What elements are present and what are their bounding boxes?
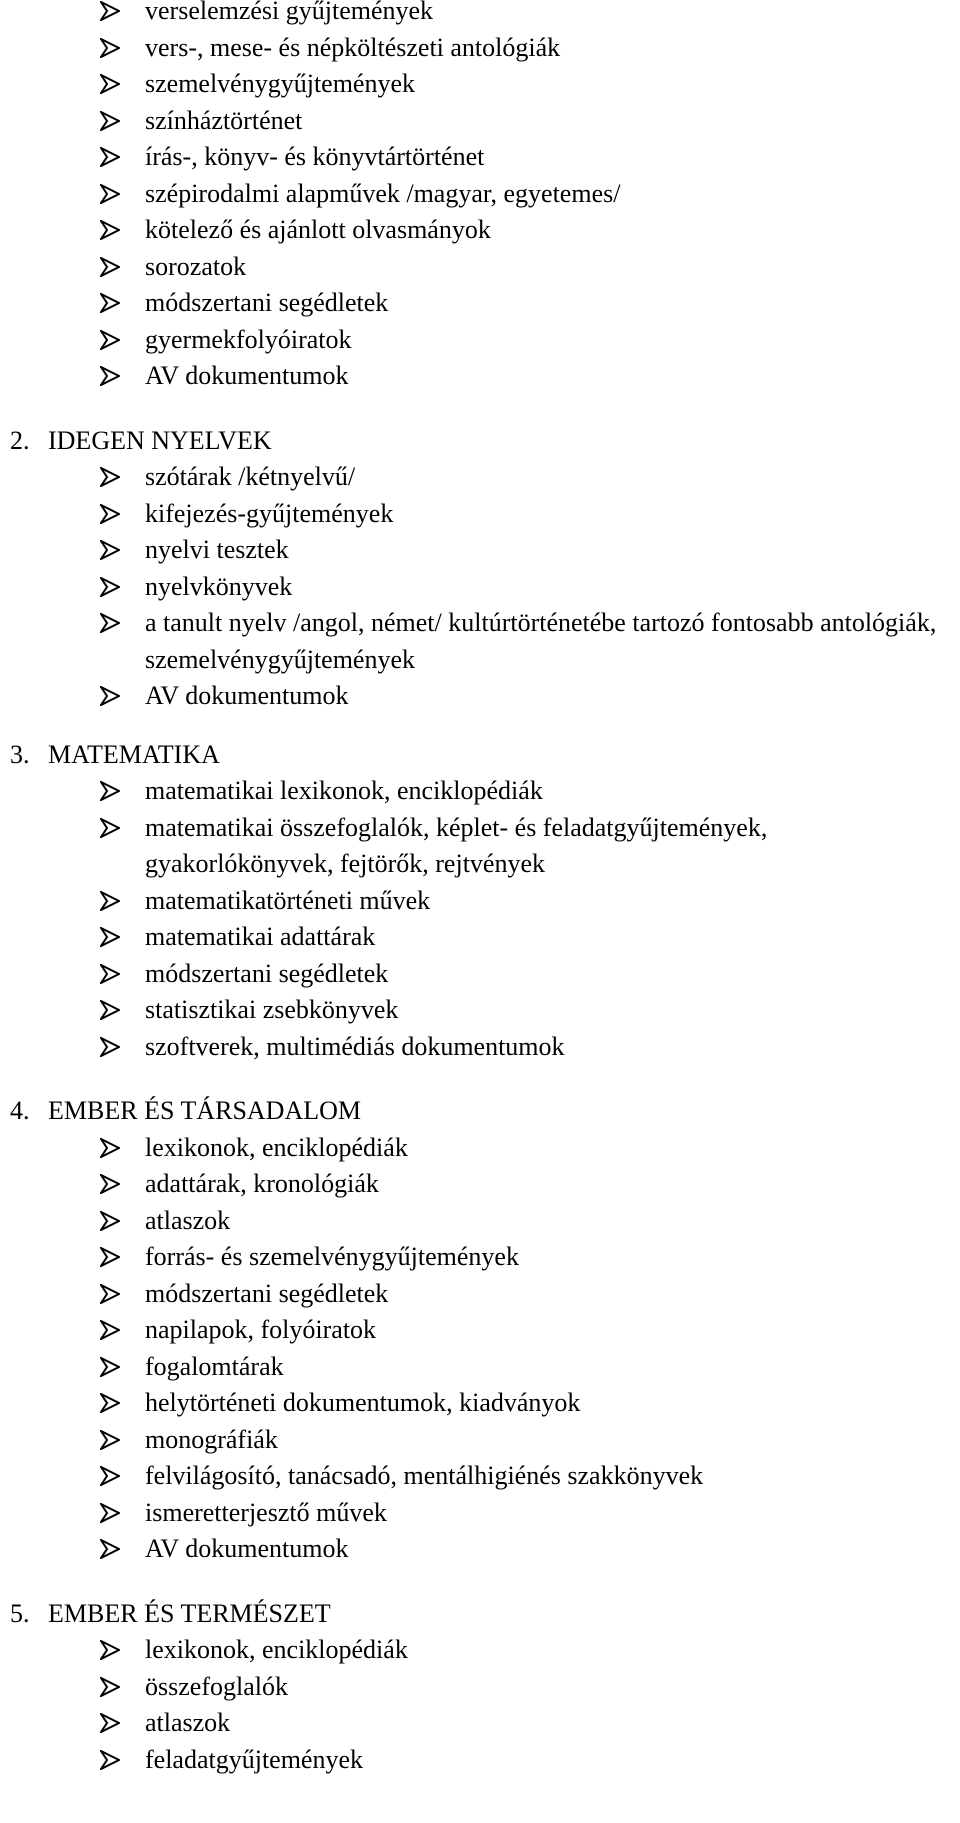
arrowhead-bullet-icon	[100, 532, 122, 569]
list-item-text: színháztörténet	[145, 105, 303, 135]
arrowhead-bullet-icon	[100, 1130, 122, 1167]
list-item-text: szépirodalmi alapművek /magyar, egyetemes/	[145, 178, 621, 208]
list-item	[0, 1422, 960, 1459]
arrowhead-bullet-icon	[100, 496, 122, 533]
arrowhead-bullet-icon	[100, 1742, 122, 1779]
list-item	[0, 496, 960, 533]
section-heading	[0, 1093, 960, 1130]
list-item	[0, 1130, 960, 1167]
list-item-text: kötelező és ajánlott olvasmányok	[145, 215, 491, 244]
arrowhead-bullet-icon	[100, 1422, 122, 1459]
section-number: 4.	[10, 1096, 30, 1125]
list-item	[0, 30, 960, 67]
list-item-text: napilapok, folyóiratok	[145, 1315, 377, 1344]
arrowhead-bullet-icon	[100, 30, 122, 67]
list-item-text: helytörténeti dokumentumok, kiadványok	[145, 1388, 581, 1417]
section-list	[0, 773, 960, 1065]
arrowhead-bullet-icon	[100, 569, 122, 606]
list-item-text: módszertani segédletek	[145, 1278, 389, 1308]
list-item	[0, 919, 960, 956]
section-number: 2.	[10, 425, 30, 455]
list-item-text: atlaszok	[145, 1708, 231, 1737]
arrowhead-bullet-icon	[100, 810, 122, 847]
list-item-text: szótárak /kétnyelvű/	[145, 462, 356, 491]
list-item	[0, 139, 960, 176]
arrowhead-bullet-icon	[100, 1029, 122, 1066]
arrowhead-bullet-icon	[100, 773, 122, 810]
list-item	[0, 1276, 960, 1313]
list-item	[0, 1458, 960, 1495]
list-item-text: statisztikai zsebkönyvek	[145, 995, 399, 1024]
list-item	[0, 1669, 960, 1706]
list-item-text: fogalomtárak	[145, 1351, 284, 1381]
list-item	[0, 1203, 960, 1240]
list-item	[0, 569, 960, 606]
arrowhead-bullet-icon	[100, 1632, 122, 1669]
arrowhead-bullet-icon	[100, 992, 122, 1029]
intro-list	[0, 0, 960, 395]
arrowhead-bullet-icon	[100, 285, 122, 322]
list-item	[0, 1166, 960, 1203]
list-item-text: nyelvkönyvek	[145, 571, 293, 601]
arrowhead-bullet-icon	[100, 66, 122, 103]
section-matematika	[0, 737, 960, 1066]
list-item	[0, 1385, 960, 1422]
arrowhead-bullet-icon	[100, 1385, 122, 1422]
list-item	[0, 1495, 960, 1532]
list-item	[0, 992, 960, 1029]
list-item-text: szemelvénygyűjtemények	[145, 69, 416, 98]
list-item	[0, 249, 960, 286]
arrowhead-bullet-icon	[100, 459, 122, 496]
list-item	[0, 956, 960, 993]
list-item-text: matematikai lexikonok, enciklopédiák	[145, 776, 543, 805]
list-item-text: nyelvi tesztek	[145, 535, 289, 564]
section-heading	[0, 1596, 960, 1633]
arrowhead-bullet-icon	[100, 1495, 122, 1532]
list-item-text: a tanult nyelv /angol, német/ kultúrtörténetébe tartozó fontosabb antológiák, szemelvénygyűjtemények	[145, 608, 937, 674]
section-idegen-nyelvek	[0, 423, 960, 715]
section-title: MATEMATIKA	[48, 739, 220, 769]
list-item	[0, 1632, 960, 1669]
list-item	[0, 1349, 960, 1386]
section-heading	[0, 737, 960, 774]
list-item	[0, 810, 915, 883]
list-item-text: lexikonok, enciklopédiák	[145, 1635, 408, 1664]
arrowhead-bullet-icon	[100, 956, 122, 993]
list-item-text: verselemzési gyűjtemények	[145, 0, 434, 25]
list-item-text: ismeretterjesztő művek	[145, 1497, 387, 1527]
list-item	[0, 1312, 960, 1349]
arrowhead-bullet-icon	[100, 1705, 122, 1742]
list-item-text: összefoglalók	[145, 1671, 288, 1701]
list-item-text: matematikai adattárak	[145, 922, 376, 951]
list-item	[0, 532, 960, 569]
section-title: IDEGEN NYELVEK	[48, 425, 272, 455]
list-item-text: monográfiák	[145, 1424, 278, 1454]
arrowhead-bullet-icon	[100, 1531, 122, 1568]
arrowhead-bullet-icon	[100, 1669, 122, 1706]
list-item	[0, 0, 960, 30]
list-item-text: forrás- és szemelvénygyűjtemények	[145, 1242, 519, 1271]
section-heading	[0, 423, 960, 460]
list-item-text: AV dokumentumok	[145, 1534, 349, 1563]
arrowhead-bullet-icon	[100, 1203, 122, 1240]
arrowhead-bullet-icon	[100, 678, 122, 715]
list-item-text: AV dokumentumok	[145, 361, 349, 390]
arrowhead-bullet-icon	[100, 1239, 122, 1276]
section-number: 3.	[10, 739, 30, 769]
list-item	[0, 1239, 960, 1276]
arrowhead-bullet-icon	[100, 1458, 122, 1495]
list-item-text: matematikatörténeti művek	[145, 885, 431, 915]
list-item	[0, 773, 960, 810]
section-ember-es-tarsadalom	[0, 1093, 960, 1568]
arrowhead-bullet-icon	[100, 103, 122, 140]
arrowhead-bullet-icon	[100, 358, 122, 395]
list-item-text: feladatgyűjtemények	[145, 1744, 364, 1774]
section-title: EMBER ÉS TERMÉSZET	[48, 1598, 331, 1628]
list-item	[0, 176, 960, 213]
section-list	[0, 1130, 960, 1568]
list-item-text: lexikonok, enciklopédiák	[145, 1132, 408, 1162]
list-item-text: matematikai összefoglalók, képlet- és feladatgyűjtemények, gyakorlókönyvek, fejtörők, rejtvények	[145, 812, 768, 878]
arrowhead-bullet-icon	[100, 883, 122, 920]
list-item-text: gyermekfolyóiratok	[145, 324, 352, 354]
list-item	[0, 1029, 960, 1066]
section-list	[0, 1632, 960, 1778]
list-item	[0, 212, 960, 249]
section-list	[0, 459, 960, 715]
list-item	[0, 66, 960, 103]
list-item	[0, 322, 960, 359]
arrowhead-bullet-icon	[100, 1276, 122, 1313]
arrowhead-bullet-icon	[100, 176, 122, 213]
section-ember-es-termeszet	[0, 1596, 960, 1779]
list-item	[0, 358, 960, 395]
list-item-text: adattárak, kronológiák	[145, 1169, 379, 1198]
list-item	[0, 459, 960, 496]
arrowhead-bullet-icon	[100, 0, 122, 30]
section-title: EMBER ÉS TÁRSADALOM	[48, 1096, 362, 1125]
list-item-text: módszertani segédletek	[145, 958, 389, 988]
list-item	[0, 678, 960, 715]
arrowhead-bullet-icon	[100, 1349, 122, 1386]
list-item	[0, 285, 960, 322]
list-item-text: vers-, mese- és népköltészeti antológiák	[145, 32, 561, 62]
list-item-text: sorozatok	[145, 251, 247, 281]
list-item-text: írás-, könyv- és könyvtártörténet	[145, 142, 485, 171]
list-item	[0, 883, 960, 920]
list-item-text: módszertani segédletek	[145, 288, 389, 317]
arrowhead-bullet-icon	[100, 139, 122, 176]
list-item-text: kifejezés-gyűjtemények	[145, 498, 394, 528]
arrowhead-bullet-icon	[100, 1312, 122, 1349]
list-item	[0, 1742, 960, 1779]
arrowhead-bullet-icon	[100, 919, 122, 956]
list-item-text: felvilágosító, tanácsadó, mentálhigiénés szakkönyvek	[145, 1461, 704, 1490]
arrowhead-bullet-icon	[100, 212, 122, 249]
list-item-text: atlaszok	[145, 1205, 231, 1235]
arrowhead-bullet-icon	[100, 1166, 122, 1203]
list-item	[0, 1705, 960, 1742]
section-number: 5.	[10, 1598, 30, 1628]
list-item	[0, 605, 945, 678]
list-item	[0, 1531, 960, 1568]
arrowhead-bullet-icon	[100, 322, 122, 359]
list-item	[0, 103, 960, 140]
arrowhead-bullet-icon	[100, 605, 122, 642]
list-item-text: szoftverek, multimédiás dokumentumok	[145, 1031, 565, 1061]
list-item-text: AV dokumentumok	[145, 681, 349, 710]
arrowhead-bullet-icon	[100, 249, 122, 286]
